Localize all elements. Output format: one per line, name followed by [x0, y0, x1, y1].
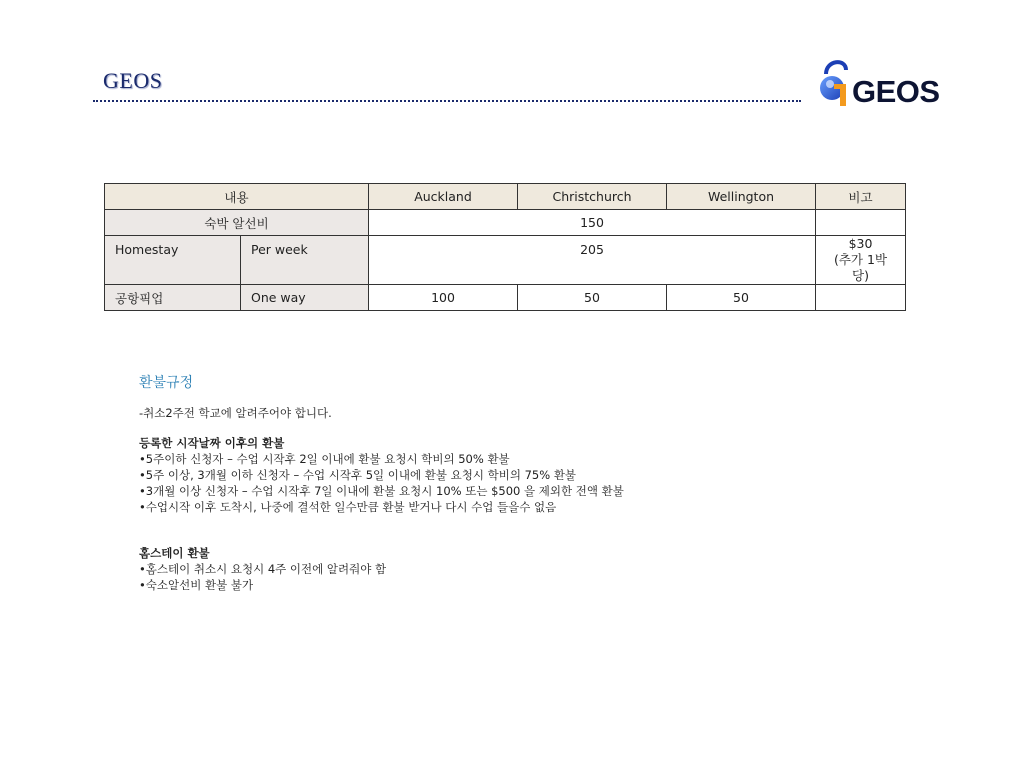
homestay-label: Homestay [105, 236, 241, 285]
homestay-unit: Per week [241, 236, 369, 285]
header-christchurch: Christchurch [518, 184, 667, 210]
header-auckland: Auckland [369, 184, 518, 210]
pricing-table [104, 183, 906, 311]
airport-pickup-auckland: 100 [369, 285, 518, 311]
airport-pickup-unit: One way [241, 285, 369, 311]
logo-wordmark: GEOS [852, 74, 940, 109]
accommodation-fee-note [816, 210, 906, 236]
airport-pickup-wellington: 50 [667, 285, 816, 311]
list-item: •5주 이상, 3개월 이하 신청자 – 수업 시작후 5일 이내에 환불 요청시 학비의 75% 환불 [139, 468, 577, 482]
list-item: •5주이하 신청자 – 수업 시작후 2일 이내에 환불 요청시 학비의 50% 환불 [139, 452, 510, 466]
geos-logo-mark-icon [816, 54, 856, 112]
homestay-note-price: $30 [848, 236, 873, 251]
homestay-note [816, 236, 906, 285]
homestay-value: 205 [369, 236, 816, 285]
table-row-homestay [105, 236, 906, 285]
accommodation-fee-value: 150 [369, 210, 816, 236]
airport-pickup-christchurch: 50 [518, 285, 667, 311]
geos-logo [816, 54, 944, 112]
airport-pickup-label: 공항픽업 [105, 285, 241, 311]
refund-policy [139, 375, 624, 593]
list-item: •수업시작 이후 도착시, 나중에 결석한 일수만큼 환불 받거나 다시 수업 들을수 없음 [139, 500, 557, 514]
header-note: 비고 [816, 184, 906, 210]
after-start-title: 등록한 시작날짜 이후의 환불 [139, 436, 285, 450]
list-item: •홈스테이 취소시 요청시 4주 이전에 알려줘야 함 [139, 562, 387, 576]
table-header-row [105, 184, 906, 210]
refund-policy-title: 환불규정 [139, 375, 194, 391]
homestay-note-detail: (추가 1박당) [833, 252, 888, 283]
list-item: •숙소알선비 환불 불가 [139, 578, 254, 592]
list-item: •3개월 이상 신청자 – 수업 시작후 7일 이내에 환불 요청시 10% 또는 $500 을 제외한 전액 환불 [139, 484, 624, 498]
accommodation-fee-label: 숙박 알선비 [105, 210, 369, 236]
table-row-airport [105, 285, 906, 311]
refund-policy-intro: -취소2주전 학교에 알려주어야 합니다. [139, 406, 332, 420]
homestay-refund-title: 홈스테이 환불 [139, 546, 210, 560]
page-title: GEOS [103, 68, 163, 93]
table-row-accommodation [105, 210, 906, 236]
header-divider [93, 100, 801, 102]
airport-pickup-note [816, 285, 906, 311]
header-wellington: Wellington [667, 184, 816, 210]
header-content: 내용 [105, 184, 369, 210]
